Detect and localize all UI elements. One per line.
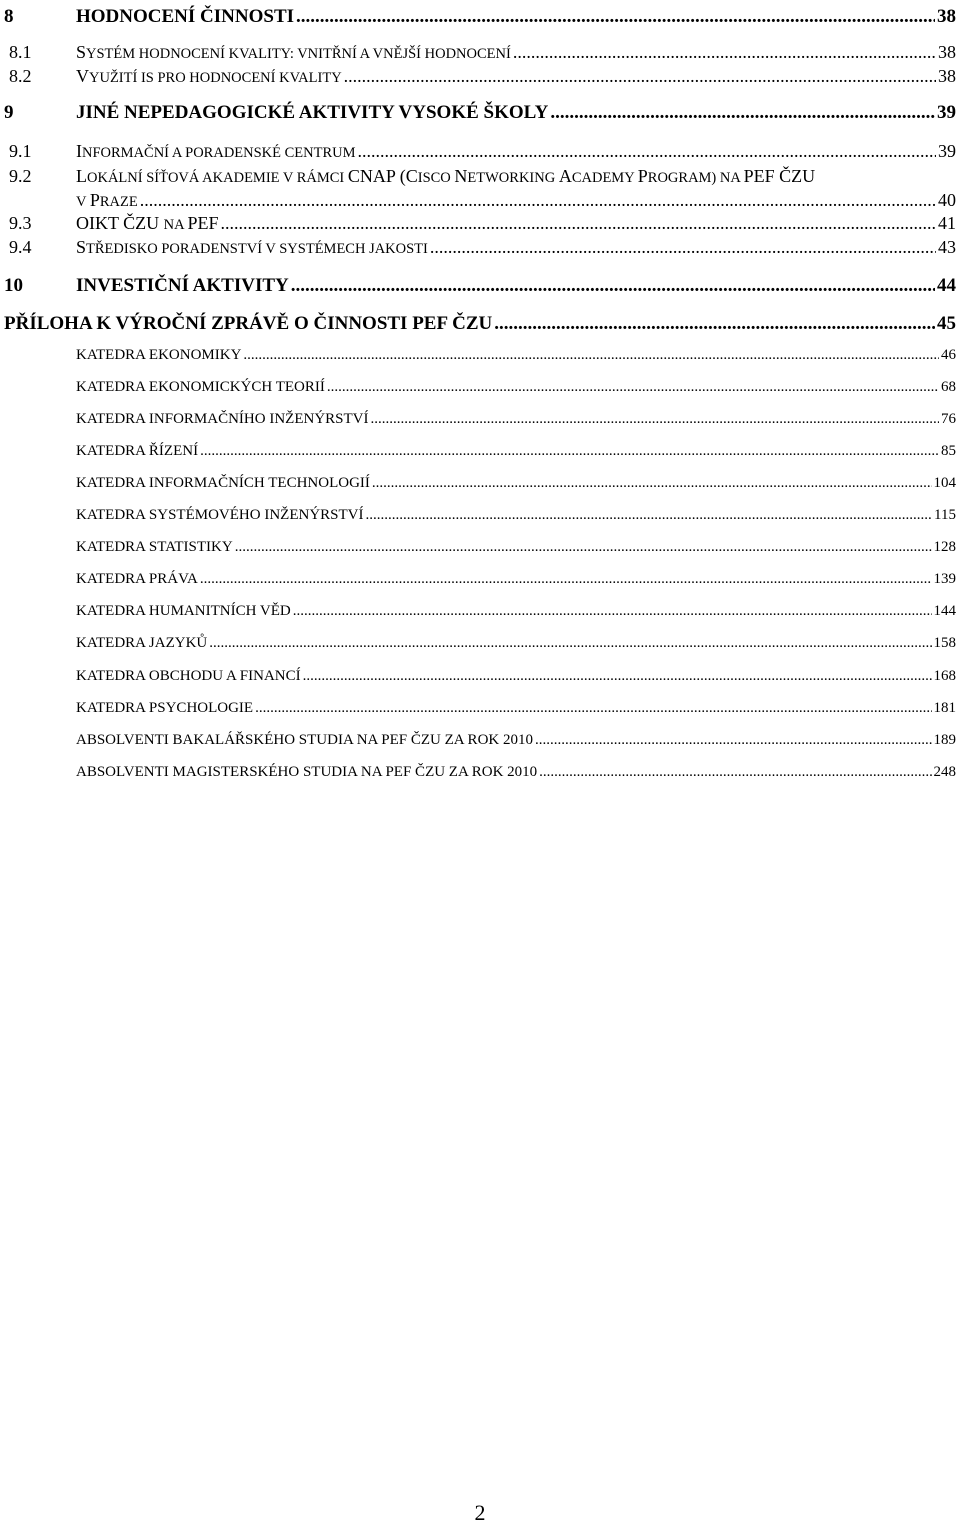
toc-title: KATEDRA EKONOMICKÝCH TEORIÍ bbox=[76, 379, 325, 395]
toc-number: 8.1 bbox=[9, 42, 32, 62]
toc-number: 9.4 bbox=[9, 237, 32, 257]
toc-entry-9[interactable] bbox=[0, 102, 960, 126]
toc-title: ABSOLVENTI BAKALÁŘSKÉHO STUDIA NA PEF ČZU ZA ROK 2010 bbox=[76, 732, 533, 748]
toc-page: 40 bbox=[938, 190, 956, 210]
dot-leader bbox=[358, 141, 936, 162]
toc-number: 9 bbox=[4, 102, 14, 123]
list-item[interactable] bbox=[0, 700, 960, 722]
dot-leader bbox=[327, 379, 939, 396]
toc-entry-8[interactable] bbox=[0, 6, 960, 30]
toc-number: 8.2 bbox=[9, 66, 32, 86]
dot-leader bbox=[209, 635, 931, 652]
list-item[interactable] bbox=[0, 539, 960, 561]
dot-leader bbox=[513, 42, 936, 63]
dot-leader bbox=[296, 6, 935, 28]
toc-page: 43 bbox=[938, 237, 956, 257]
dot-leader bbox=[235, 539, 932, 556]
toc-title: STŘEDISKO PORADENSTVÍ V SYSTÉMECH JAKOSTI bbox=[76, 237, 428, 257]
list-item[interactable] bbox=[0, 347, 960, 369]
list-item[interactable] bbox=[0, 379, 960, 401]
dot-leader bbox=[220, 213, 936, 234]
toc-title: V PRAZE bbox=[76, 190, 138, 210]
list-item[interactable] bbox=[0, 764, 960, 786]
toc-entry-9-2-continued[interactable] bbox=[0, 190, 960, 214]
toc-page: 189 bbox=[933, 732, 956, 748]
dot-leader bbox=[430, 237, 936, 258]
dot-leader bbox=[535, 732, 932, 749]
toc-title: JINÉ NEPEDAGOGICKÉ AKTIVITY VYSOKÉ ŠKOLY bbox=[76, 102, 549, 123]
toc-number: 8 bbox=[4, 6, 14, 27]
toc-page: 41 bbox=[938, 213, 956, 233]
toc-page: 168 bbox=[933, 668, 956, 684]
toc-page: 85 bbox=[941, 443, 956, 459]
toc-number: 10 bbox=[4, 275, 23, 296]
toc-title: KATEDRA JAZYKŮ bbox=[76, 635, 208, 651]
toc-title: KATEDRA ŘÍZENÍ bbox=[76, 443, 199, 459]
toc-entry-priloha[interactable] bbox=[0, 313, 960, 337]
toc-page: 158 bbox=[933, 635, 956, 651]
page-number: 2 bbox=[474, 1500, 486, 1525]
dot-leader bbox=[303, 668, 932, 685]
toc-number: 9.3 bbox=[9, 213, 32, 233]
toc-number: 9.1 bbox=[9, 141, 32, 161]
toc-page: 39 bbox=[937, 102, 956, 123]
toc-page: 248 bbox=[933, 764, 956, 780]
toc-title: ABSOLVENTI MAGISTERSKÉHO STUDIA NA PEF ČZU ZA ROK 2010 bbox=[76, 764, 538, 780]
toc-page: 115 bbox=[934, 507, 956, 523]
toc-page: 76 bbox=[941, 411, 956, 427]
dot-leader bbox=[291, 275, 935, 297]
toc-page: 128 bbox=[933, 539, 956, 555]
dot-leader bbox=[140, 190, 936, 211]
toc-title: KATEDRA PRÁVA bbox=[76, 571, 198, 587]
list-item[interactable] bbox=[0, 668, 960, 690]
toc-title: KATEDRA STATISTIKY bbox=[76, 539, 233, 555]
toc-page: 39 bbox=[938, 141, 956, 161]
toc-page: 46 bbox=[941, 347, 956, 363]
list-item[interactable] bbox=[0, 411, 960, 433]
toc-title: VYUŽITÍ IS PRO HODNOCENÍ KVALITY bbox=[76, 66, 342, 86]
dot-leader bbox=[255, 700, 931, 717]
toc-title: INVESTIČNÍ AKTIVITY bbox=[76, 275, 289, 296]
dot-leader bbox=[372, 475, 932, 492]
dot-leader bbox=[200, 571, 932, 588]
toc-title: HODNOCENÍ ČINNOSTI bbox=[76, 6, 295, 27]
toc-title: LOKÁLNÍ SÍŤOVÁ AKADEMIE V RÁMCI CNAP (CISCO NETWORKING ACADEMY PROGRAM) NA PEF ČZU bbox=[76, 166, 816, 186]
toc-title: KATEDRA PSYCHOLOGIE bbox=[76, 700, 254, 716]
toc-title: INFORMAČNÍ A PORADENSKÉ CENTRUM bbox=[76, 141, 356, 161]
toc-entry-8-2[interactable] bbox=[0, 66, 960, 90]
toc-entry-9-4[interactable] bbox=[0, 237, 960, 261]
toc-entry-8-1[interactable] bbox=[0, 42, 960, 66]
toc-title: SYSTÉM HODNOCENÍ KVALITY: VNITŘNÍ A VNĚJŠÍ HODNOCENÍ bbox=[76, 42, 511, 62]
toc-title: PŘÍLOHA K VÝROČNÍ ZPRÁVĚ O ČINNOSTI PEF ČZU bbox=[4, 313, 493, 334]
toc-entry-9-1[interactable] bbox=[0, 141, 960, 165]
toc-title: KATEDRA HUMANITNÍCH VĚD bbox=[76, 603, 291, 619]
list-item[interactable] bbox=[0, 635, 960, 657]
toc-page: 68 bbox=[941, 379, 956, 395]
dot-leader bbox=[243, 347, 939, 364]
toc-title: KATEDRA OBCHODU A FINANCÍ bbox=[76, 668, 301, 684]
list-item[interactable] bbox=[0, 571, 960, 593]
toc-entry-9-2[interactable] bbox=[0, 166, 960, 190]
dot-leader bbox=[494, 313, 935, 335]
toc-page: 181 bbox=[933, 700, 956, 716]
list-item[interactable] bbox=[0, 507, 960, 529]
dot-leader bbox=[200, 443, 939, 460]
toc-page: 38 bbox=[938, 42, 956, 62]
dot-leader bbox=[371, 411, 940, 428]
list-item[interactable] bbox=[0, 603, 960, 625]
toc-page: 104 bbox=[933, 475, 956, 491]
toc-title: KATEDRA EKONOMIKY bbox=[76, 347, 242, 363]
toc-page: 38 bbox=[937, 6, 956, 27]
toc-number: 9.2 bbox=[9, 166, 32, 186]
toc-page: 38 bbox=[938, 66, 956, 86]
toc-title: KATEDRA INFORMAČNÍCH TECHNOLOGIÍ bbox=[76, 475, 370, 491]
toc-entry-9-3[interactable] bbox=[0, 213, 960, 237]
toc-title: KATEDRA INFORMAČNÍHO INŽENÝRSTVÍ bbox=[76, 411, 369, 427]
dot-leader bbox=[366, 507, 933, 524]
toc-page: 45 bbox=[937, 313, 956, 334]
list-item[interactable] bbox=[0, 732, 960, 754]
toc-page: 144 bbox=[933, 603, 956, 619]
dot-leader bbox=[293, 603, 932, 620]
dot-leader bbox=[344, 66, 936, 87]
dot-leader bbox=[550, 102, 935, 124]
toc-title: KATEDRA SYSTÉMOVÉHO INŽENÝRSTVÍ bbox=[76, 507, 364, 523]
toc-title: OIKT ČZU NA PEF bbox=[76, 213, 219, 233]
list-item[interactable] bbox=[0, 475, 960, 497]
toc-page: 139 bbox=[933, 571, 956, 587]
list-item[interactable] bbox=[0, 443, 960, 465]
toc-page: 44 bbox=[937, 275, 956, 296]
toc-entry-10[interactable] bbox=[0, 275, 960, 299]
dot-leader bbox=[539, 764, 931, 781]
